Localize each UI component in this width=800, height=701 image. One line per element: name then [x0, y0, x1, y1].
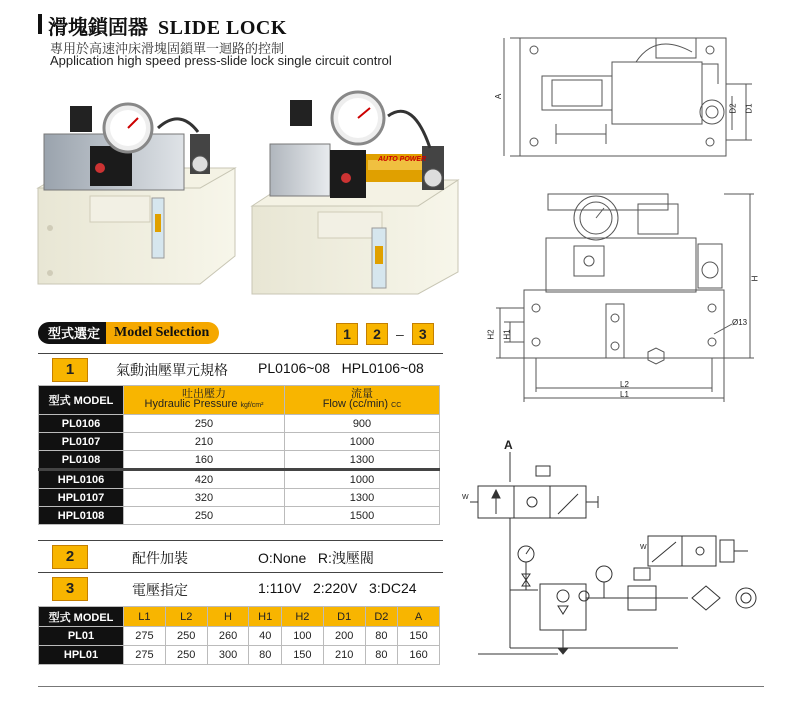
dim-cell: 80 — [249, 646, 282, 665]
dim-cell: 100 — [281, 627, 323, 646]
dim-header-d1: D1 — [323, 607, 365, 627]
row-flow: 900 — [285, 415, 440, 433]
row-flow: 1500 — [285, 507, 440, 525]
row-model: PL0108 — [39, 451, 124, 470]
dim-header-h2: H2 — [281, 607, 323, 627]
row-flow: 1000 — [285, 433, 440, 451]
row-pressure: 210 — [124, 433, 285, 451]
row-model: PL0106 — [39, 415, 124, 433]
dim-label-l1: L1 — [620, 390, 629, 399]
section-1-title: 氣動油壓單元規格 — [116, 362, 228, 378]
brand-label: AUTO POWER — [378, 156, 427, 163]
row-model: PL0107 — [39, 433, 124, 451]
dim-cell: 210 — [323, 646, 365, 665]
product-photo-hpl — [248, 88, 480, 304]
dim-cell: 80 — [365, 627, 398, 646]
hydraulic-schematic — [458, 438, 768, 668]
table-row — [39, 489, 440, 507]
model-selection-en: Model Selection — [106, 322, 219, 344]
col-pressure-cn: 吐出壓力 — [182, 388, 226, 400]
divider — [38, 540, 443, 541]
table-row — [39, 627, 440, 646]
divider — [38, 353, 443, 354]
code-digit-1: 1 — [336, 323, 358, 345]
row-pressure: 320 — [124, 489, 285, 507]
section-3-number: 3 — [52, 577, 88, 601]
dim-label-h1: H1 — [502, 329, 512, 340]
dim-cell: 200 — [323, 627, 365, 646]
table-row — [39, 451, 440, 470]
dim-header-d2: D2 — [365, 607, 398, 627]
schematic-label-a: A — [504, 438, 513, 452]
dim-header-l1: L1 — [124, 607, 166, 627]
col-flow-unit: CC — [391, 402, 402, 409]
subtitle-en: Application high speed press-slide lock single circuit control — [50, 53, 392, 68]
row-pressure: 160 — [124, 451, 285, 470]
divider — [38, 572, 443, 573]
row-flow: 1000 — [285, 470, 440, 489]
col-flow-cn: 流量 — [351, 388, 373, 400]
row-pressure: 250 — [124, 415, 285, 433]
col-flow-en: Flow (cc/min) — [322, 398, 389, 410]
section-2-options: O:None R:洩壓閥 — [258, 550, 374, 566]
dim-label-h: H — [750, 275, 760, 282]
dim-cell: 80 — [365, 646, 398, 665]
row-pressure: 250 — [124, 507, 285, 525]
row-model: HPL0106 — [39, 470, 124, 489]
dim-label-d2: D2 — [728, 103, 738, 114]
dim-label-l2: L2 — [620, 380, 629, 389]
dim-header-l2: L2 — [165, 607, 207, 627]
row-pressure: 420 — [124, 470, 285, 489]
page-title — [48, 11, 287, 40]
dimension-table — [38, 606, 440, 665]
table-row — [39, 470, 440, 489]
row-model: HPL0108 — [39, 507, 124, 525]
bottom-divider — [38, 686, 764, 687]
row-flow: 1300 — [285, 451, 440, 470]
dim-header-h1: H1 — [249, 607, 282, 627]
table-row — [39, 415, 440, 433]
dim-header-model: 型式 MODEL — [39, 607, 124, 627]
dim-cell: 150 — [398, 627, 440, 646]
col-flow — [285, 386, 440, 415]
schematic-label-w: W — [462, 494, 469, 501]
spec-table — [38, 385, 440, 525]
dim-header-h: H — [207, 607, 249, 627]
dim-cell: 40 — [249, 627, 282, 646]
code-dash: – — [396, 326, 404, 342]
schematic-label-w2: W — [640, 544, 647, 551]
dim-cell: 300 — [207, 646, 249, 665]
dim-header-a: A — [398, 607, 440, 627]
row-model: HPL0107 — [39, 489, 124, 507]
dim-cell: 260 — [207, 627, 249, 646]
title-cn: 滑塊鎖固器 — [48, 15, 148, 39]
dim-cell: 250 — [165, 627, 207, 646]
dim-cell: 250 — [165, 646, 207, 665]
top-view-drawing — [496, 24, 766, 170]
col-pressure-unit: kgf/cm² — [240, 402, 264, 409]
dim-cell: 275 — [124, 646, 166, 665]
model-selection-cn: 型式選定 — [38, 322, 106, 344]
section-3-title: 電壓指定 — [132, 582, 188, 598]
dim-label-d1: D1 — [744, 103, 754, 114]
col-pressure — [124, 386, 285, 415]
front-view-drawing — [488, 184, 764, 410]
code-digit-2: 2 — [366, 323, 388, 345]
subtitle-cn: 專用於高速沖床滑塊固鎖單一迴路的控制 — [50, 41, 285, 56]
section-3-options: 1:110V 2:220V 3:DC24 — [258, 580, 417, 596]
title-en: SLIDE LOCK — [158, 17, 287, 39]
col-model: 型式 MODEL — [39, 386, 124, 415]
section-2-number: 2 — [52, 545, 88, 569]
dim-cell: PL01 — [39, 627, 124, 646]
dim-cell: HPL01 — [39, 646, 124, 665]
section-2-title: 配件加裝 — [132, 550, 188, 566]
model-selection-banner — [38, 322, 219, 344]
dim-label-hole: Ø13 — [732, 318, 748, 327]
col-pressure-en: Hydraulic Pressure — [144, 398, 238, 410]
dim-label-a: A — [494, 93, 504, 100]
row-flow: 1300 — [285, 489, 440, 507]
dim-cell: 150 — [281, 646, 323, 665]
code-digit-3: 3 — [412, 323, 434, 345]
dim-label-h2: H2 — [486, 329, 496, 340]
table-row — [39, 433, 440, 451]
title-accent-bar — [38, 14, 42, 34]
model-code — [336, 323, 434, 345]
dim-cell: 160 — [398, 646, 440, 665]
dim-cell: 275 — [124, 627, 166, 646]
table-row — [39, 507, 440, 525]
section-1-models: PL0106~08 HPL0106~08 — [258, 360, 424, 376]
product-photo-pl — [30, 88, 250, 304]
section-1-number: 1 — [52, 358, 88, 382]
table-row — [39, 646, 440, 665]
